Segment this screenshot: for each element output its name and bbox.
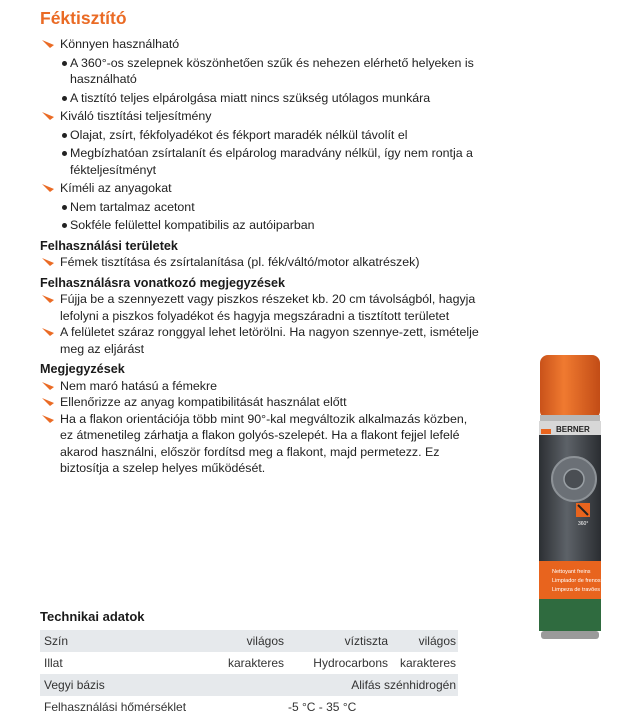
row-value: Alifás szénhidrogén [351, 678, 456, 692]
sub-bullet-text: Megbízhatóan zsírtalanít és elpárolog maradvány nélkül, így nem rontja a fékteljesítményt [70, 146, 473, 177]
row-label: Illat [44, 656, 63, 670]
table-row [40, 696, 458, 718]
dot-bullet-icon [62, 205, 67, 210]
row-value: karakteres [227, 656, 284, 670]
arrow-bullet-icon [42, 398, 54, 406]
arrow-bullet-icon [42, 112, 54, 120]
arrow-bullet-icon [42, 40, 54, 48]
bullet-item [40, 394, 480, 411]
bullet-text: Ellenőrizze az anyag kompatibilitását használat előtt [60, 395, 347, 409]
bullet-item [40, 324, 480, 357]
dot-bullet-icon [62, 96, 67, 101]
table-row [40, 652, 458, 674]
row-value: világos [246, 634, 284, 648]
bullet-text: Kiváló tisztítási teljesítmény [60, 109, 212, 123]
bullet-text: A felületet száraz ronggyal lehet letörölni. Ha nagyon szennye-zett, ismételje meg az eljárást [60, 325, 479, 356]
bullet-text: Kíméli az anyagokat [60, 181, 172, 195]
row-label: Vegyi bázis [44, 678, 105, 692]
arrow-bullet-icon [42, 382, 54, 390]
table-row [40, 674, 458, 696]
arrow-bullet-icon [42, 295, 54, 303]
bullet-text: Ha a flakon orientációja több mint 90°-kal megváltozik alkalmazás közben, ez átmenetileg zárhatja a flakon golyós-szelepét. Ha a flakont fejjel lefelé akarod használni, először fordítsd meg a flakont, majd permetezz. Ez biztosítja a szelep helyes működését. [60, 411, 468, 475]
bullet-item [40, 254, 480, 271]
bullet-item [40, 291, 480, 324]
sub-bullet-item [40, 127, 480, 144]
row-value: karakteres [399, 656, 456, 670]
bullet-text: Nem maró hatású a fémekre [60, 378, 218, 393]
page-title: Féktisztító [40, 8, 127, 28]
section-heading-notes: Megjegyzések [40, 362, 125, 376]
row-label: Szín [44, 634, 69, 648]
row-value: -5 °C - 35 °C [288, 700, 357, 714]
row-value: világos [418, 634, 456, 648]
tech-data-table [40, 630, 458, 718]
bullet-text: Fújja be a szennyezett vagy piszkos részeket kb. 20 cm távolságból, hagyja lefolyni a piszkos folyadékot és hagyja megszáradni a tisztított területet [60, 292, 476, 323]
spray-can-image [538, 355, 602, 641]
arrow-bullet-icon [42, 328, 54, 336]
section-heading-usage: Felhasználásra vonatkozó megjegyzések [40, 275, 285, 290]
dot-bullet-icon [62, 223, 67, 228]
bullet-item [40, 180, 480, 197]
can-cap [540, 355, 600, 419]
table-row [40, 630, 458, 652]
can-bottom-band [539, 599, 601, 631]
brand-label: BERNER [556, 425, 590, 434]
sub-bullet-item [40, 145, 480, 178]
arrow-bullet-icon [42, 184, 54, 192]
sub-bullet-text: A 360°-os szelepnek köszönhetően szűk és nehezen elérhető helyeken is használható [70, 55, 474, 86]
label-line-3: Limpeza de travões [552, 587, 600, 593]
dot-bullet-icon [62, 61, 67, 66]
bullet-item [40, 411, 480, 477]
row-value: Hydrocarbons [313, 656, 388, 670]
section-heading-areas: Felhasználási területek [40, 238, 178, 253]
tech-data-heading: Technikai adatok [40, 609, 145, 624]
bullet-text: Könnyen használható [60, 37, 180, 51]
row-value: víztiszta [344, 634, 388, 648]
arrow-bullet-icon [42, 415, 54, 423]
label-line-1: Nettoyant freins [552, 569, 591, 575]
dot-bullet-icon [62, 133, 67, 138]
sub-bullet-text: Olajat, zsírt, fékfolyadékot és fékport maradék nélkül távolít el [70, 127, 408, 142]
sub-bullet-text: Nem tartalmaz acetont [70, 199, 195, 214]
bullet-text: Fémek tisztítása és zsírtalanítása (pl. fék/váltó/motor alkatrészek) [60, 255, 420, 269]
row-label: Felhasználási hőmérséklet [44, 700, 187, 714]
sub-bullet-text: A tisztító teljes elpárolgása miatt nincs szükség utólagos munkára [70, 90, 431, 105]
dot-bullet-icon [62, 151, 67, 156]
sub-bullet-item [40, 90, 480, 107]
sub-bullet-item [40, 217, 480, 234]
sub-bullet-text: Sokféle felülettel kompatibilis az autóiparban [70, 218, 315, 232]
bullet-item [40, 378, 480, 395]
sub-bullet-item [40, 199, 480, 216]
feature-list [40, 36, 480, 477]
bullet-item [40, 108, 480, 125]
arrow-bullet-icon [42, 258, 54, 266]
sub-bullet-item [40, 55, 480, 88]
label-line-2: Limpiador de frenos [552, 578, 601, 584]
badge-360: 360° [578, 521, 589, 527]
bullet-item [40, 36, 480, 53]
